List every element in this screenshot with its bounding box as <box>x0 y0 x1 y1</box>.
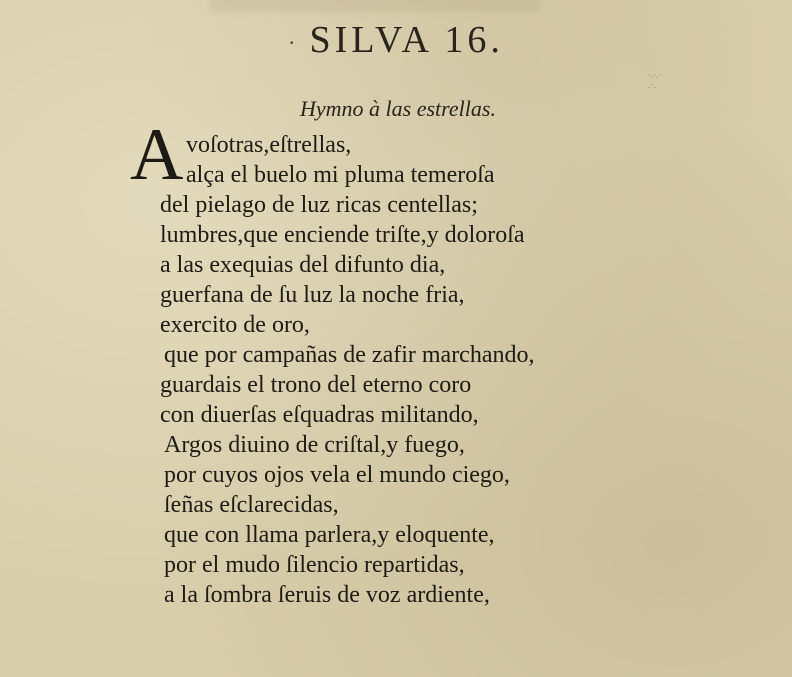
drop-cap: A <box>130 114 184 196</box>
poem-line: por cuyos ojos vela el mundo ciego, <box>164 462 510 488</box>
poem-lines <box>160 130 535 610</box>
ornament-dot: · <box>288 30 300 56</box>
ink-smudge: ·.·.· .·. <box>648 70 662 90</box>
poem-line: que con llama parlera,y eloquente, <box>164 522 495 548</box>
poem-line: que por campañas de zafir marchando, <box>164 342 535 368</box>
poem-line: Argos diuino de criſtal,y fuego, <box>164 432 465 458</box>
poem-subtitle: Hymno à las estrellas. <box>300 96 496 121</box>
poem-line: con diuerſas eſquadras militando, <box>160 402 479 428</box>
page-title <box>0 18 792 62</box>
poem-line: ſeñas eſclarecidas, <box>164 492 339 518</box>
poem-line: del pielago de luz ricas centellas; <box>160 192 478 218</box>
poem-line: a las exequias del difunto dia, <box>160 252 446 278</box>
bleed-through-stain <box>210 0 540 12</box>
poem-line: lumbres,que enciende triſte,y doloroſa <box>160 222 525 248</box>
poem-line: por el mudo ſilencio repartidas, <box>164 552 465 578</box>
poem-line: guardais el trono del eterno coro <box>160 372 472 398</box>
poem-line: voſotras,eſtrellas, <box>186 132 352 158</box>
poem-line: guerfana de ſu luz la noche fria, <box>160 282 465 308</box>
page-title-text: SILVA 16. <box>309 19 504 61</box>
poem-line: exercito de oro, <box>160 312 310 338</box>
poem-line: alça el buelo mi pluma temeroſa <box>186 162 495 188</box>
poem-line: a la ſombra ſeruis de voz ardiente, <box>164 582 490 608</box>
